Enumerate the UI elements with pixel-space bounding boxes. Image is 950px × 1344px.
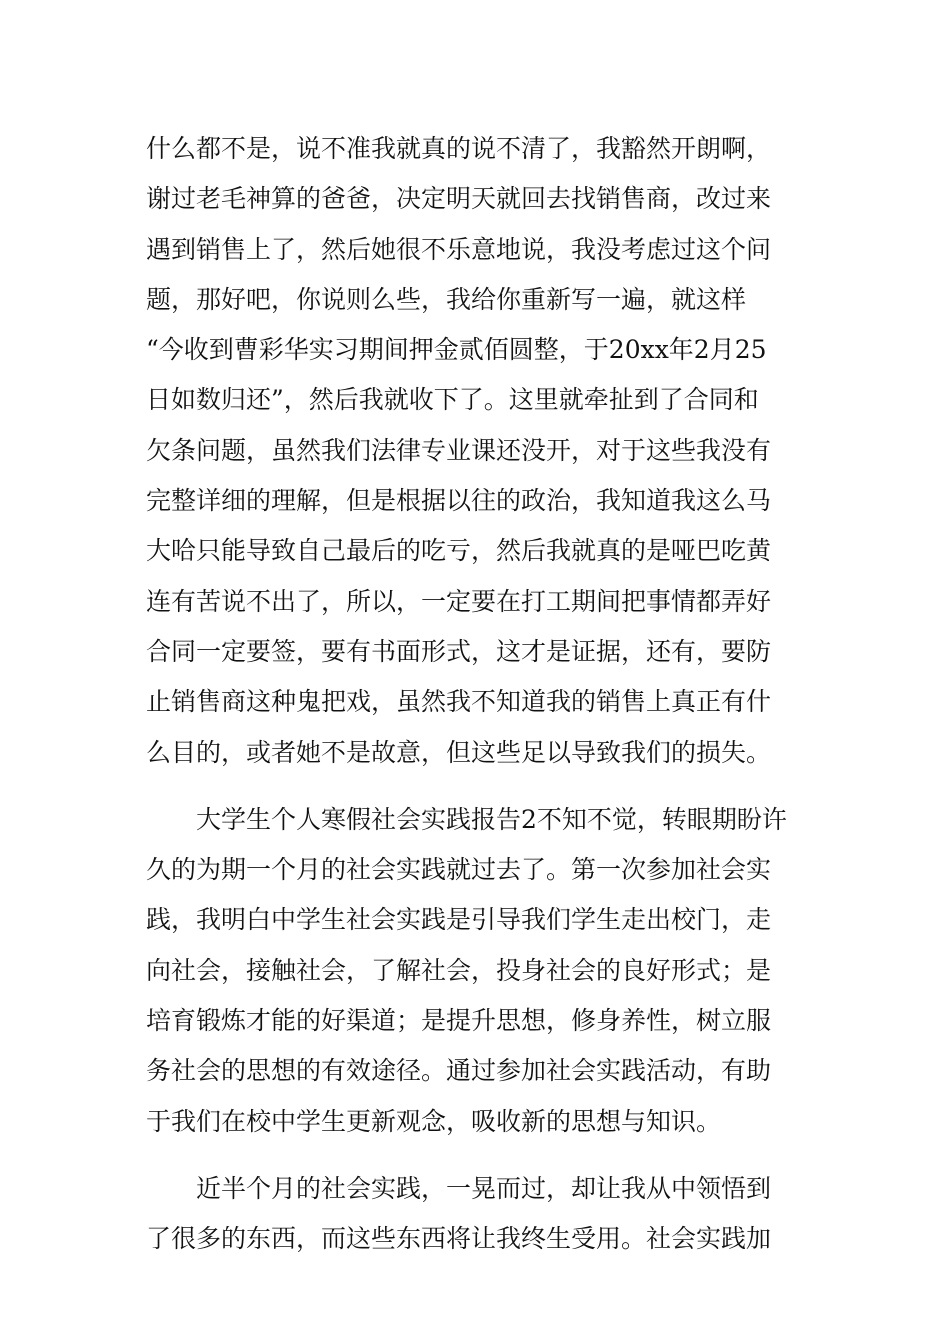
text-line: 践，我明白中学生社会实践是引导我们学生走出校门，走 [146,905,772,935]
text-line: 完整详细的理解，但是根据以往的政治，我知道我这么马 [146,486,772,516]
text-line: 向社会，接触社会，了解社会，投身社会的良好形式；是 [146,955,772,985]
text-line: 么目的，或者她不是故意，但这些足以导致我们的损失。 [146,737,772,767]
text-line: 务社会的思想的有效途径。通过参加社会实践活动，有助 [146,1056,772,1086]
paragraph-gap [146,778,816,795]
text-line: 大学生个人寒假社会实践报告2不知不觉，转眼期盼许 [196,804,787,834]
text-line: 什么都不是，说不准我就真的说不清了，我豁然开朗啊， [146,134,772,163]
text-line: 近半个月的社会实践，一晃而过，却让我从中领悟到 [196,1173,772,1203]
paragraph-3 [146,1164,816,1265]
text-line: 了很多的东西，而这些东西将让我终生受用。社会实践加 [146,1224,772,1254]
text-line: 合同一定要签，要有书面形式，这才是证据，还有，要防 [146,636,772,666]
text-line: 谢过老毛神算的爸爸，决定明天就回去找销售商，改过来 [146,184,772,214]
text-line: 培育锻炼才能的好渠道；是提升思想，修身养性，树立服 [146,1006,772,1036]
document-body [146,124,816,1265]
text-line: 日如数归还”，然后我就收下了。这里就牵扯到了合同和 [146,385,759,415]
text-line: 久的为期一个月的社会实践就过去了。第一次参加社会实 [146,855,772,885]
text-line: 于我们在校中学生更新观念，吸收新的思想与知识。 [146,1106,722,1136]
paragraph-gap [146,1147,816,1164]
text-line: 欠条问题，虽然我们法律专业课还没开，对于这些我没有 [146,435,772,465]
paragraph-1 [146,124,816,778]
text-line: 连有苦说不出了，所以，一定要在打工期间把事情都弄好 [146,586,772,616]
text-line: 止销售商这种鬼把戏，虽然我不知道我的销售上真正有什 [146,687,772,717]
text-line: “今收到曹彩华实习期间押金贰佰圆整，于20xx年2月25 [146,335,767,365]
text-line: 遇到销售上了，然后她很不乐意地说，我没考虑过这个问 [146,234,772,264]
paragraph-2 [146,795,816,1147]
text-line: 题，那好吧，你说则么些，我给你重新写一遍，就这样 [146,284,747,314]
text-line: 大哈只能导致自己最后的吃亏，然后我就真的是哑巴吃黄 [146,536,772,566]
